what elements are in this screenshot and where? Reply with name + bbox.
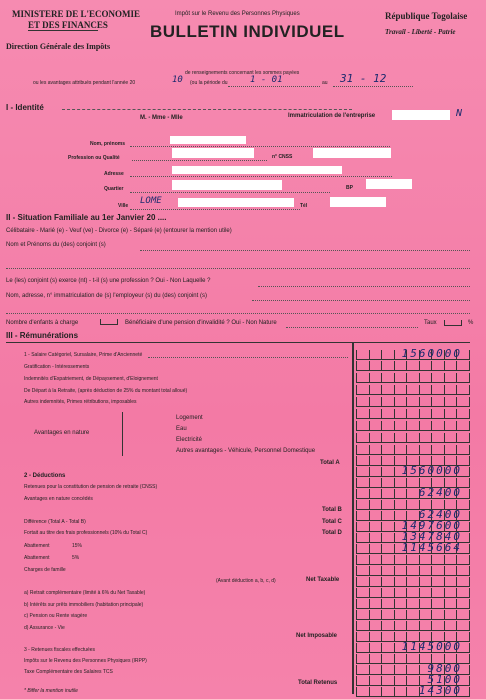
line-b: b) Intérêts sur prêts immobiliers (habitation principale) [24,602,144,608]
line-a: a) Retrait complémentaire (limité à 6% du Net Taxable) [24,590,146,596]
deductions-heading: 2 - Déductions [24,473,66,479]
statut-text: Célibataire - Marié (e) - Veuf (ve) - Divorce (e) - Séparé (e) (entourer la mention utile) [6,228,232,234]
retenues-fiscales-heading: 3 - Retenues fiscales effectuées [24,647,96,653]
avant-deduction-label: (Avant déduction a, b, c, d) [216,578,276,584]
eau-label: Eau [176,426,187,432]
section-identite: I - Identité [6,103,44,112]
adresse-field[interactable] [172,166,342,174]
bp-label: BP [346,185,353,191]
period-line2: ou les avantages attribués pendant l'année 20 [33,80,136,86]
cnss-field[interactable] [313,148,391,158]
amount-row[interactable] [356,421,470,431]
total-c-label: Total C [322,519,342,525]
immat-value: N [456,108,463,119]
line-autres: Autres indemnités, Primes rétributions, imposables [24,399,137,405]
immat-field[interactable] [392,110,450,120]
net-taxable-label: Net Taxable [306,577,340,583]
nature-label: Avantages en nature [34,430,90,436]
amount-value-salaire: 1560000 [401,347,462,360]
ville-field[interactable] [178,198,294,207]
amount-row[interactable] [356,347,470,360]
period-to: 31 - 12 [340,72,387,85]
employeur-label: Nom, adresse, n° immatriculation de (s) l'employeur (s) du (des) conjoint (s) [6,293,207,299]
forfait-label: Fortait au titre des frais professionnels (10% du Total C) [24,530,148,536]
amount-row[interactable] [356,566,470,576]
civility-label: M. - Mme - Mlle [140,115,183,121]
adresse-label: Adresse [104,171,124,177]
cnss-label: n° CNSS [272,154,293,160]
irpp-label: Impôts sur le Revenu des Personnes Physiques (IRPP) [24,658,147,664]
amount-row[interactable] [356,684,470,697]
line-indemnites: Indemnités d'Expatriement, de Dépaysement, d'Eloignement [24,376,158,382]
amount-row[interactable] [356,486,470,499]
republic-name: République Togolaise [385,11,468,21]
net-imposable-label: Net Imposable [296,633,338,639]
logement-label: Logement [176,415,203,421]
total-d-label: Total D [322,530,342,536]
ministry-line1: MINISTERE DE L'ECONOMIE [12,9,141,19]
motto: Travail - Liberté - Patrie [385,28,456,36]
amount-row[interactable] [356,610,470,620]
amount-row[interactable] [356,397,470,407]
charges-label: Charges de famille [24,567,66,573]
line-retraite: De Départ à la Retraite, (après déduction de 25% du montant total alloué) [24,388,188,394]
total-b-label: Total B [322,507,342,513]
conjoint-profession: Le (les) conjoint (s) exerce (nt) - t-il (s) une profession ? Oui - Non Laquelle ? [6,278,211,284]
line-gratification: Gratification - Intéressements [24,364,90,370]
amount-row[interactable] [356,621,470,631]
abattement2-pct: 5% [72,555,80,561]
tel-label: Tél [300,203,308,209]
amount-value-total_b: 62400 [418,508,462,521]
period-text: (ou la période du [190,80,228,86]
abattement1-label: Abattement [24,543,50,549]
abattement2-label: Abattement [24,555,50,561]
profession-field[interactable] [172,148,254,158]
amount-row[interactable] [356,464,470,477]
amount-row[interactable] [356,385,470,395]
year-value: 10 [172,75,183,85]
electricite-label: Electricité [176,437,203,443]
footnote: * Biffer la mention inutile [24,688,78,694]
amount-row[interactable] [356,361,470,371]
amount-row[interactable] [356,588,470,598]
nom-field[interactable] [170,136,246,144]
amount-row[interactable] [356,373,470,383]
quartier-field[interactable] [172,180,282,190]
ville-label: Ville [118,203,129,209]
amount-row[interactable] [356,541,470,554]
amount-row[interactable] [356,433,470,443]
abattement1-pct: 15% [72,543,83,549]
direction-title: Direction Générale des Impôts [6,42,111,51]
divider [28,30,98,31]
quartier-label: Quartier [104,186,124,192]
amount-value-net_imposable: 1145000 [401,640,462,653]
amount-row[interactable] [356,577,470,587]
amount-column-border [352,342,354,694]
amount-value-total_retenus: 14300 [418,684,462,697]
tax-name: Impôt sur le Revenu des Personnes Physiques [175,11,300,17]
amount-value-retenues: 62400 [418,486,462,499]
amount-row[interactable] [356,599,470,609]
nom-label: Nom, prénoms [90,141,126,147]
tcs-label: Taxe Complémentaire des Salaires TCS [24,669,113,675]
line-salaire: 1 - Salaire Catégoriel, Sursalaire, Prime d'Ancienneté [24,352,143,358]
period-line1: de renseignements concernant les sommes payées [185,70,300,76]
page-title: BULLETIN INDIVIDUEL [150,22,345,41]
amount-value-total_d: 1347840 [401,530,462,543]
amount-value-total_c: 1497600 [401,519,462,532]
av-concedes-label: Avantages en nature concédés [24,496,93,502]
ville-value: LOME [140,196,162,206]
enfants-label: Nombre d'enfants à charge [6,320,79,326]
percent-sign: % [468,320,474,326]
period-from: 1 - 01 [250,75,283,85]
autres-avantages-label: Autres avantages - Véhicule, Personnel Domestique [176,448,316,454]
amount-row[interactable] [356,555,470,565]
amount-value-tcs: 5100 [427,673,462,686]
amount-value-abat15: 1145664 [401,541,462,554]
total-retenus-label: Total Retenus [298,680,338,686]
pension-label: Bénéficiaire d'une pension d'invalidité ? Oui - Non Nature [125,320,277,326]
total-a-label: Total A [320,460,340,466]
immat-label: Immatriculation de l'entreprise [288,113,376,119]
conjoint-label: Nom et Prénoms du (des) conjoint (s) [6,242,106,248]
difference-label: Différence (Total A - Total B) [24,519,86,525]
tel-field[interactable] [330,197,386,207]
taux-label: Taux [424,320,437,326]
section-famille: II - Situation Familiale au 1er Janvier 20 .... [6,213,167,222]
amount-value-irpp: 9800 [427,662,462,675]
amount-row[interactable] [356,445,470,455]
bp-field[interactable] [366,179,412,189]
retenues-label: Retenues pour la constitution de pension de retraite (CNSS) [24,484,158,490]
ministry-line2: ET DES FINANCES [28,20,108,30]
amount-row[interactable] [356,409,470,419]
profession-label: Profession ou Qualité [68,155,120,161]
period-to-label: au [322,80,328,86]
section-remunerations: III - Rémunérations [6,331,79,340]
line-d: d) Assurance - Vie [24,625,65,631]
line-c: c) Pension ou Rente viagère [24,613,88,619]
amount-value-total_a: 1560000 [401,464,462,477]
amount-row[interactable] [356,640,470,653]
